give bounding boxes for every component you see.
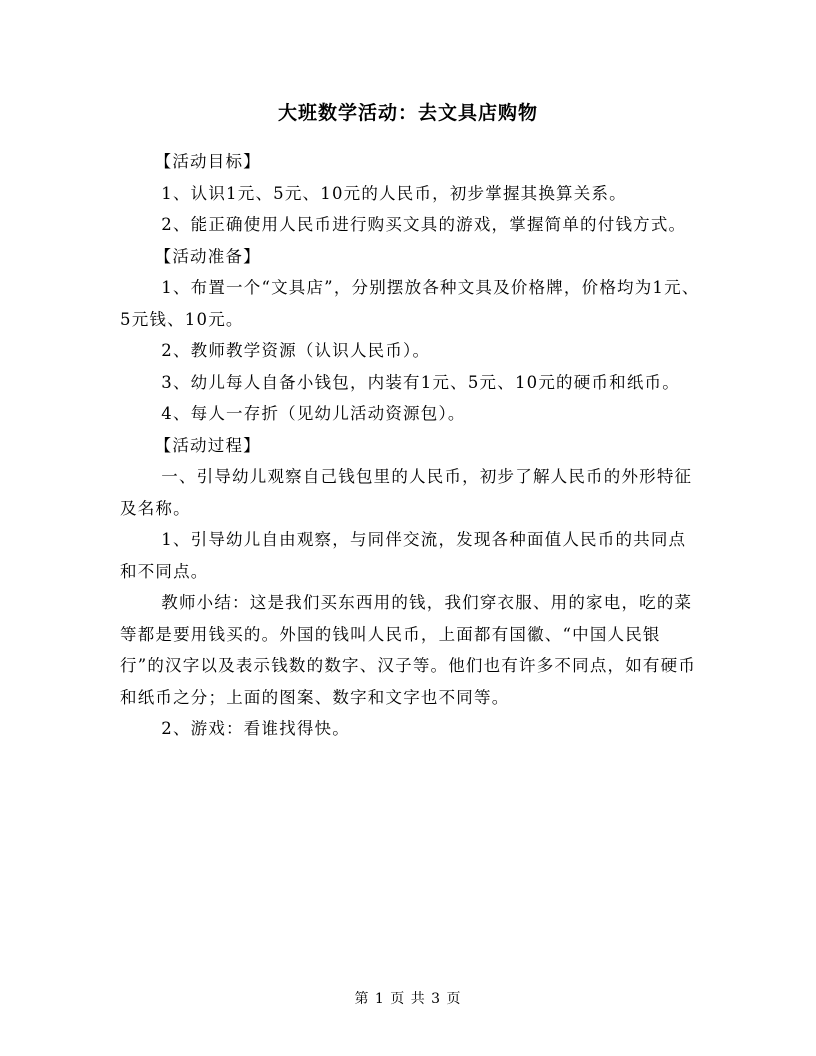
paragraph: 1、布置一个“文具店”，分别摆放各种文具及价格牌，价格均为1元、5元钱、10元。	[120, 278, 700, 329]
document-title: 大班数学活动：去文具店购物	[277, 102, 538, 124]
document-body	[120, 146, 700, 745]
page-footer: 第 1 页 共 3 页	[354, 991, 462, 1007]
paragraph: 一、引导幼儿观察自己钱包里的人民币，初步了解人民币的外形特征及名称。	[120, 467, 693, 518]
section-heading-goals: 【活动目标】	[154, 152, 261, 171]
paragraph: 3、幼儿每人自备小钱包，内装有1元、5元、10元的硬币和纸币。	[161, 372, 680, 392]
paragraph: 2、游戏：看谁找得快。	[161, 719, 350, 738]
paragraph: 4、每人一存折（见幼儿活动资源包）。	[161, 404, 466, 423]
section-heading-preparation: 【活动准备】	[154, 246, 261, 266]
paragraph: 2、能正确使用人民币进行购买文具的游戏，掌握简单的付钱方式。	[161, 215, 687, 234]
paragraph: 1、认识1元、5元、10元的人民币，初步掌握其换算关系。	[161, 183, 627, 203]
paragraph: 1、引导幼儿自由观察，与同伴交流，发现各种面值人民币的共同点和不同点。	[120, 530, 687, 581]
paragraph: 教师小结：这是我们买东西用的钱，我们穿衣服、用的家电，吃的菜等都是要用钱买的。外国的钱叫人民币，上面都有国徽、“中国人民银行”的汉字以及表示钱数的数字、汉子等。他们也有许多不同点，如有硬币和纸币之分；上面的图案、数字和文字也不同等。	[120, 593, 697, 707]
paragraph: 2、教师教学资源（认识人民币）。	[161, 341, 431, 360]
section-heading-process: 【活动过程】	[154, 435, 261, 455]
